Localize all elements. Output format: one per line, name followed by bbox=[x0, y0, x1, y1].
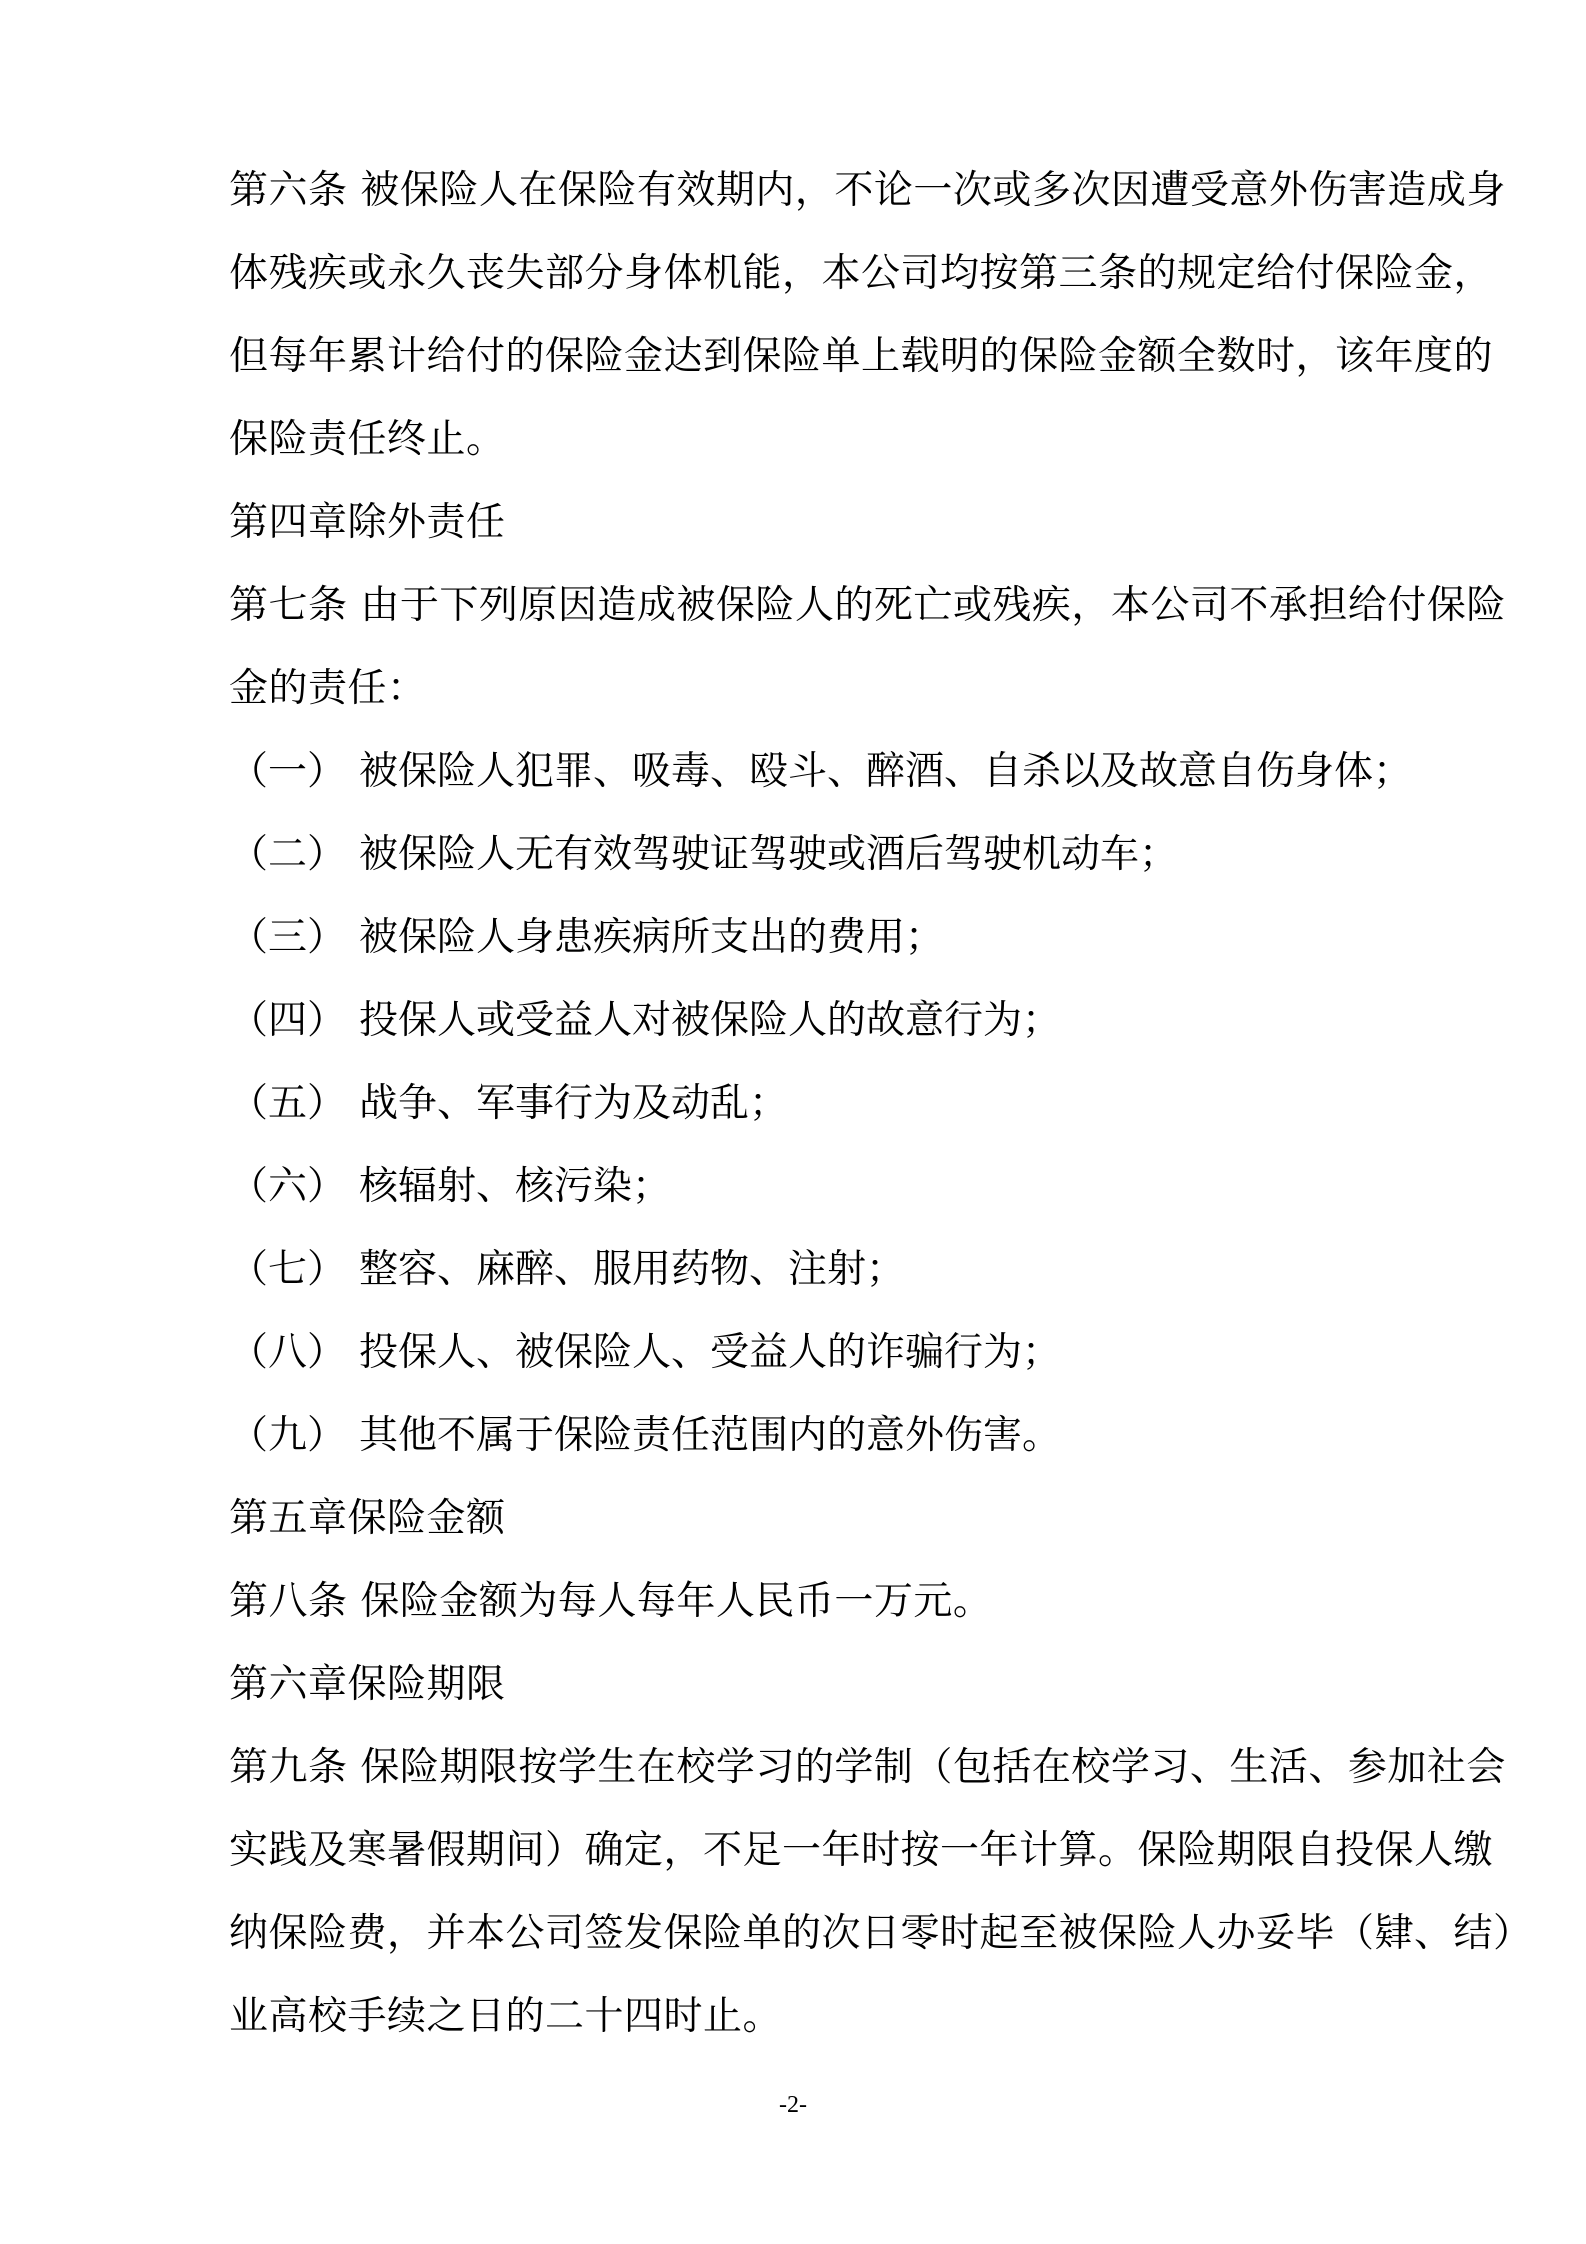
exclusion-text: 投保人、被保险人、受益人的诈骗行为； bbox=[359, 1330, 1062, 1375]
chapter-4-heading: 第四章除外责任 bbox=[229, 500, 506, 545]
exclusion-text: 整容、麻醉、服用药物、注射； bbox=[359, 1247, 906, 1292]
page-number: -2- bbox=[779, 2092, 807, 2118]
exclusion-text: 战争、军事行为及动乱； bbox=[359, 1081, 789, 1126]
exclusion-number: （五） bbox=[229, 1081, 347, 1126]
exclusion-item-9 bbox=[229, 1412, 1429, 1460]
article-7-line-1: 第七条 由于下列原因造成被保险人的死亡或残疾，本公司不承担给付保险 bbox=[229, 583, 1506, 628]
exclusion-item-5 bbox=[229, 1080, 1429, 1128]
exclusion-text: 其他不属于保险责任范围内的意外伤害。 bbox=[359, 1413, 1062, 1458]
exclusion-text: 投保人或受益人对被保险人的故意行为； bbox=[359, 998, 1062, 1043]
exclusion-item-3 bbox=[229, 914, 1429, 962]
exclusion-item-6 bbox=[229, 1163, 1429, 1211]
exclusion-number: （六） bbox=[229, 1164, 347, 1209]
article-9-line-3: 纳保险费，并本公司签发保险单的次日零时起至被保险人办妥毕（肄、结） bbox=[229, 1911, 1533, 1956]
article-8-line-1: 第八条 保险金额为每人每年人民币一万元。 bbox=[229, 1579, 993, 1624]
exclusion-number: （三） bbox=[229, 915, 347, 960]
article-9-line-4: 业高校手续之日的二十四时止。 bbox=[229, 1994, 783, 2039]
exclusion-item-8 bbox=[229, 1329, 1429, 1377]
article-6-line-1: 第六条 被保险人在保险有效期内，不论一次或多次因遭受意外伤害造成身 bbox=[229, 168, 1506, 213]
exclusion-item-7 bbox=[229, 1246, 1429, 1294]
exclusion-text: 核辐射、核污染； bbox=[359, 1164, 672, 1209]
article-6-line-4: 保险责任终止。 bbox=[229, 417, 506, 462]
article-7-line-2: 金的责任： bbox=[229, 666, 427, 711]
exclusion-number: （二） bbox=[229, 832, 347, 877]
exclusion-number: （四） bbox=[229, 998, 347, 1043]
article-9-line-1: 第九条 保险期限按学生在校学习的学制（包括在校学习、生活、参加社会 bbox=[229, 1745, 1506, 1790]
exclusion-item-2 bbox=[229, 831, 1429, 879]
chapter-5-heading: 第五章保险金额 bbox=[229, 1496, 506, 1541]
exclusion-item-4 bbox=[229, 997, 1429, 1045]
article-6-line-2: 体残疾或永久丧失部分身体机能，本公司均按第三条的规定给付保险金， bbox=[229, 251, 1494, 296]
article-6-line-3: 但每年累计给付的保险金达到保险单上载明的保险金额全数时，该年度的 bbox=[229, 334, 1494, 379]
exclusion-number: （九） bbox=[229, 1413, 347, 1458]
exclusion-item-1 bbox=[229, 748, 1429, 796]
chapter-6-heading: 第六章保险期限 bbox=[229, 1662, 506, 1707]
exclusion-text: 被保险人无有效驾驶证驾驶或酒后驾驶机动车； bbox=[359, 832, 1179, 877]
exclusion-number: （八） bbox=[229, 1330, 347, 1375]
article-9-line-2: 实践及寒暑假期间）确定，不足一年时按一年计算。保险期限自投保人缴 bbox=[229, 1828, 1494, 1873]
exclusion-number: （七） bbox=[229, 1247, 347, 1292]
exclusion-text: 被保险人犯罪、吸毒、殴斗、醉酒、自杀以及故意自伤身体； bbox=[359, 749, 1413, 794]
exclusion-text: 被保险人身患疾病所支出的费用； bbox=[359, 915, 945, 960]
exclusion-number: （一） bbox=[229, 749, 347, 794]
